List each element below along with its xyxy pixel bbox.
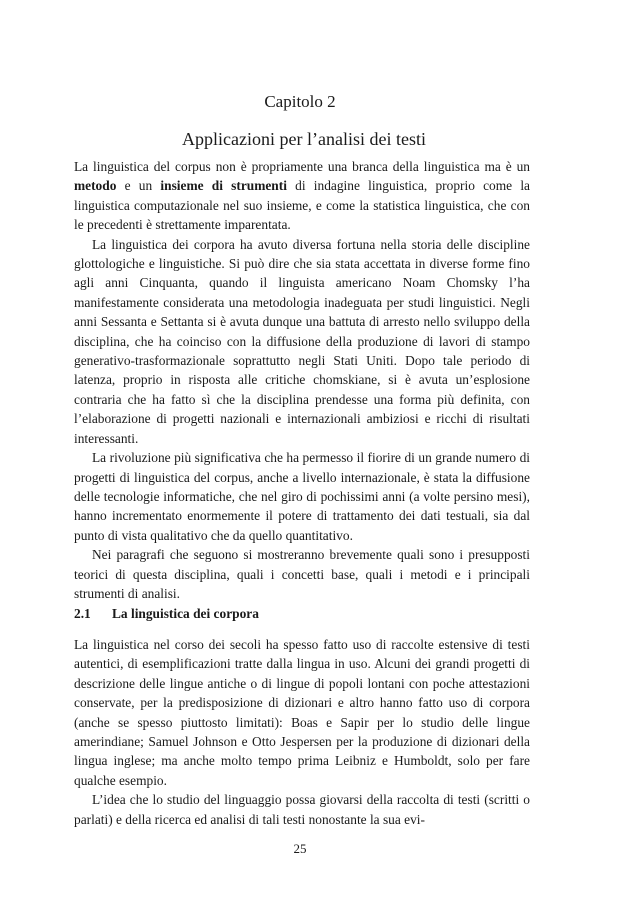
- intro-text: [74, 157, 530, 603]
- section-number: 2.1: [74, 606, 91, 621]
- page-number: 25: [293, 841, 307, 856]
- chapter-title: Applicazioni per l’analisi dei testi: [182, 129, 426, 149]
- intro-p1-text-3: di indagine linguistica, proprio come la linguistica computazionale nel suo insieme, e come la statistica linguistica, che con le precedenti è strettamente imparentata.: [74, 178, 530, 233]
- intro-paragraph-3: La rivoluzione più significativa che ha permesso il fiorire di un grande numero di progetti di linguistica del corpus, anche a livello internazionale, è stata la diffusione delle tecnologie informatiche, che nel giro di pochissimi anni (a volte persino mesi), hanno incrementato enormemente il potere di trattamento dei dati testuali, sia dal punto di vista qualitativo che da quello quantitativo.: [74, 450, 530, 543]
- section-body: [74, 635, 530, 829]
- intro-paragraph-1: [74, 157, 530, 235]
- section-title: La linguistica dei corpora: [112, 606, 259, 621]
- intro-p1-bold-metodo: metodo: [74, 178, 117, 194]
- chapter-label: Capitolo 2: [264, 92, 336, 111]
- intro-paragraph-4: Nei paragrafi che seguono si mostreranno brevemente quali sono i presupposti teorici di questa disciplina, quali i concetti base, quali i metodi e i principali strumenti di analisi.: [74, 547, 530, 601]
- section-paragraph-2: L’idea che lo studio del linguaggio possa giovarsi della raccolta di testi (scritti o parlati) e della ricerca ed analisi di tali testi nonostante la sua evi-: [74, 792, 530, 827]
- section-paragraph-1: La linguistica nel corso dei secoli ha spesso fatto uso di raccolte estensive di testi autentici, di esemplificazioni tratte dalla lingua in uso. Alcuni dei grandi progetti di descrizione delle lingue antiche o di lingue di popoli lontani con poche attestazioni conservate, per la predisposizione di dizionari e altro hanno fatto uso di corpora (anche se spesso piuttosto limitati): Boas e Sapir per lo studio delle lingue amerindiane; Samuel Johnson e Otto Jespersen per la produzione di dizionari della lingua inglese; ma anche molto tempo prima Leibniz e Humboldt, solo per fare qualche esempio.: [74, 637, 530, 788]
- section-heading: [74, 604, 530, 623]
- intro-p1-bold-strumenti: insieme di strumenti: [160, 178, 287, 194]
- intro-paragraph-2: La linguistica dei corpora ha avuto diversa fortuna nella storia delle discipline glottologiche e linguistiche. Si può dire che sia stata accettata in diverse forme fino agli anni Cinquanta, quando il linguista americano Noam Chomsky l’ha manifestamente considerata una metodologia inadeguata per studi linguistici. Negli anni Sessanta e Settanta si è avuta dunque una battuta di arresto nello sviluppo della disciplina, che ha coinciso con la diffusione della produzione di lavori di stampo generativo-trasformazionale soprattutto negli Stati Uniti. Dopo tale periodo di latenza, proprio in risposta alle critiche chomskiane, si è avuta un’esplosione contraria che ha fatto sì che la disciplina prendesse una forma più definita, con l’elaborazione di progetti nazionali e internazionali ambiziosi e ricchi di risultati interessanti.: [74, 236, 530, 446]
- intro-p1-text-1: La linguistica del corpus non è propriamente una branca della linguistica ma è un: [74, 159, 530, 174]
- intro-p1-text-2: e un: [116, 178, 161, 194]
